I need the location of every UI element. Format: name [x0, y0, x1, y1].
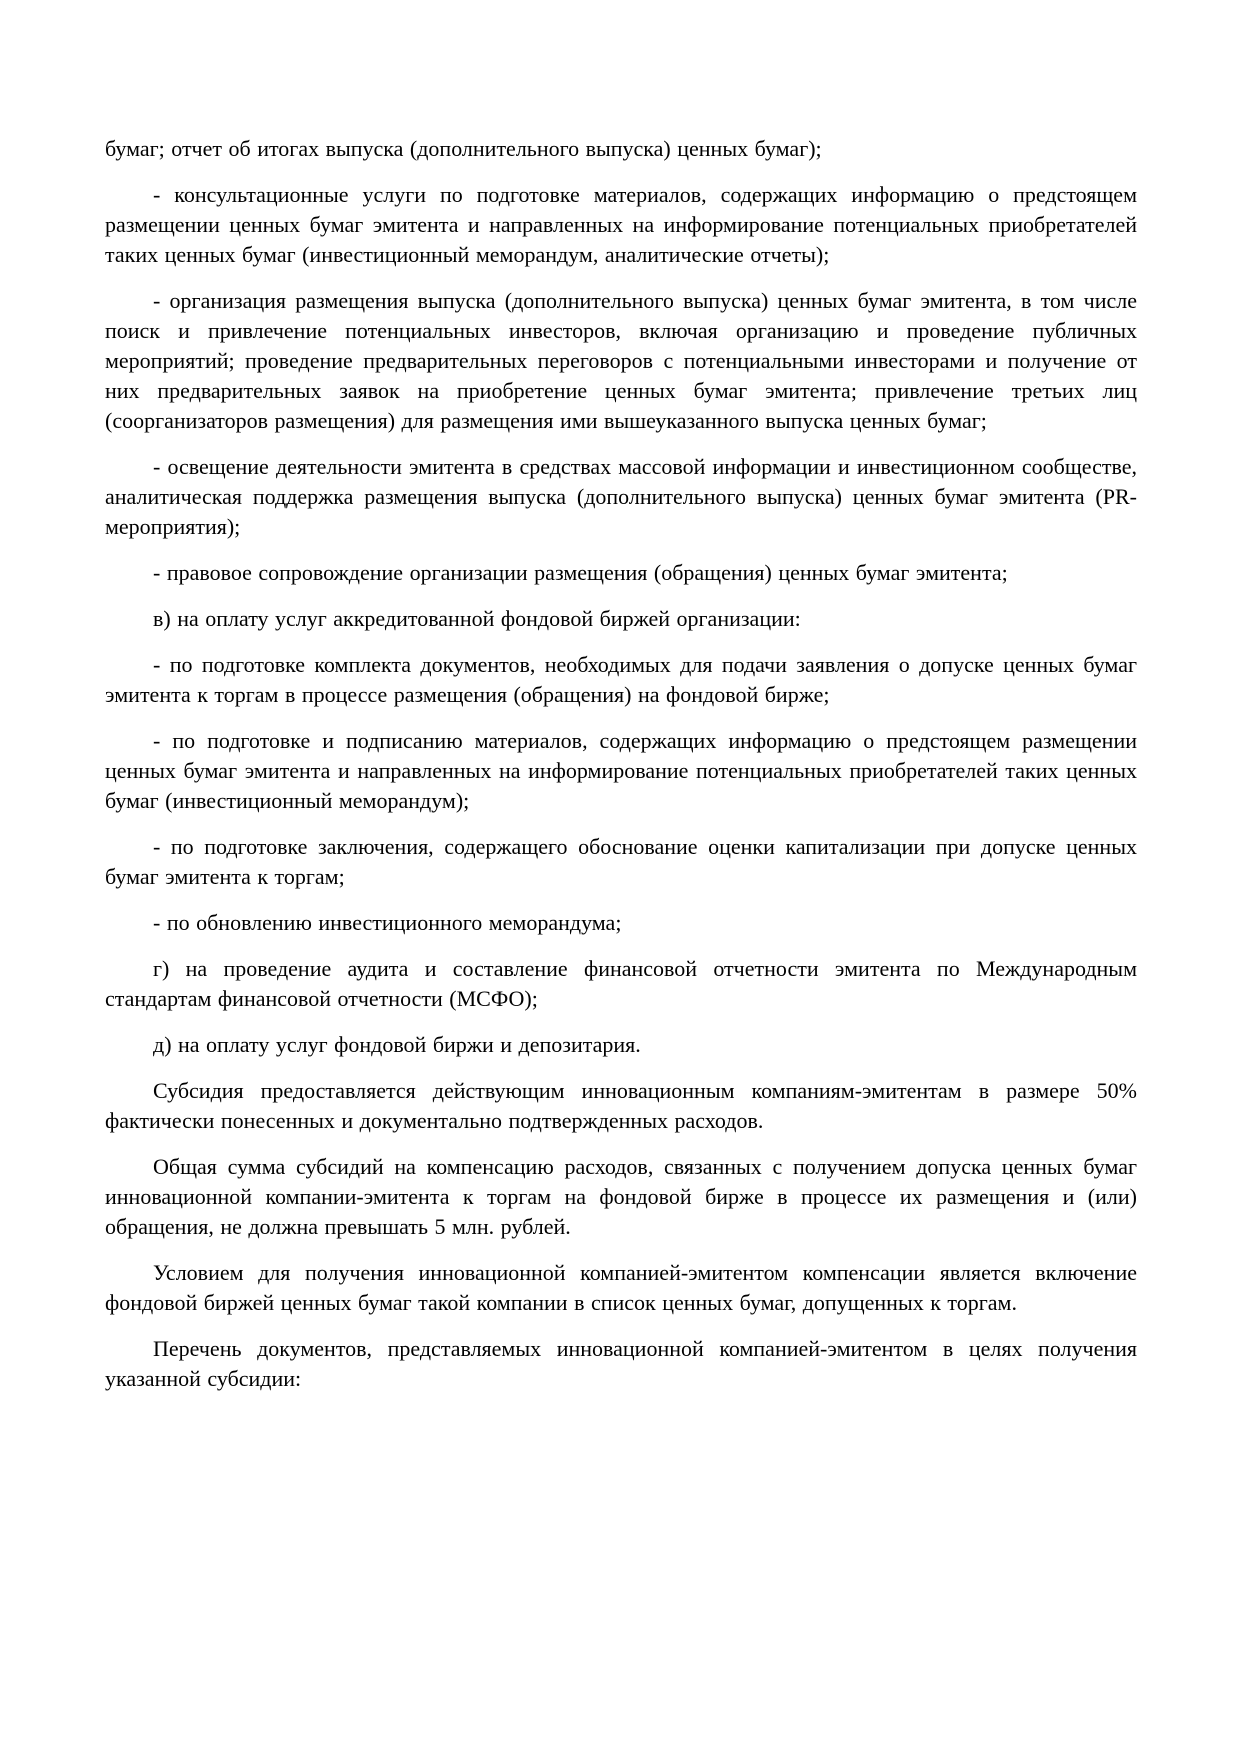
paragraph: - организация размещения выпуска (дополнительного выпуска) ценных бумаг эмитента, в том числе поиск и привлечение потенциальных инвесторов, включая организацию и проведение публичных мероприятий; проведение предварительных переговоров с потенциальными инвесторами и получение от них предварительных заявок на приобретение ценных бумаг эмитента; привлечение третьих лиц (соорганизаторов размещения) для размещения ими вышеуказанного выпуска ценных бумаг; — [105, 288, 1137, 433]
paragraph: Общая сумма субсидий на компенсацию расходов, связанных с получением допуска ценных бумаг инновационной компании-эмитента к торгам на фондовой бирже в процессе их размещения и (или) обращения, не должна превышать 5 млн. рублей. — [105, 1154, 1137, 1239]
paragraph: Субсидия предоставляется действующим инновационным компаниям-эмитентам в размере 50% фактически понесенных и документально подтвержденных расходов. — [105, 1078, 1137, 1133]
paragraph: - правовое сопровождение организации размещения (обращения) ценных бумаг эмитента; — [153, 560, 1008, 585]
paragraph: - по подготовке и подписанию материалов, содержащих информацию о предстоящем размещении ценных бумаг эмитента и направленных на информирование потенциальных приобретателей таких ценных бумаг (инвестиционный меморандум); — [105, 728, 1137, 813]
paragraph: Перечень документов, представляемых инновационной компанией-эмитентом в целях получения указанной субсидии: — [105, 1336, 1137, 1391]
paragraph: - освещение деятельности эмитента в средствах массовой информации и инвестиционном сообществе, аналитическая поддержка размещения выпуска (дополнительного выпуска) ценных бумаг эмитента (PR-мероприятия); — [105, 454, 1137, 539]
document-page — [105, 134, 1137, 1410]
paragraph: Условием для получения инновационной компанией-эмитентом компенсации является включение фондовой биржей ценных бумаг такой компании в список ценных бумаг, допущенных к торгам. — [105, 1260, 1137, 1315]
paragraph: бумаг; отчет об итогах выпуска (дополнительного выпуска) ценных бумаг); — [105, 136, 822, 161]
paragraph: - по подготовке комплекта документов, необходимых для подачи заявления о допуске ценных бумаг эмитента к торгам в процессе размещения (обращения) на фондовой бирже; — [105, 652, 1137, 707]
paragraph: - по обновлению инвестиционного меморандума; — [153, 910, 622, 935]
paragraph: - консультационные услуги по подготовке материалов, содержащих информацию о предстоящем размещении ценных бумаг эмитента и направленных на информирование потенциальных приобретателей таких ценных бумаг (инвестиционный меморандум, аналитические отчеты); — [105, 182, 1137, 267]
paragraph: - по подготовке заключения, содержащего обоснование оценки капитализации при допуске ценных бумаг эмитента к торгам; — [105, 834, 1137, 889]
paragraph: г) на проведение аудита и составление финансовой отчетности эмитента по Международным стандартам финансовой отчетности (МСФО); — [105, 956, 1137, 1011]
paragraph: в) на оплату услуг аккредитованной фондовой биржей организации: — [153, 606, 801, 631]
paragraph: д) на оплату услуг фондовой биржи и депозитария. — [153, 1032, 641, 1057]
